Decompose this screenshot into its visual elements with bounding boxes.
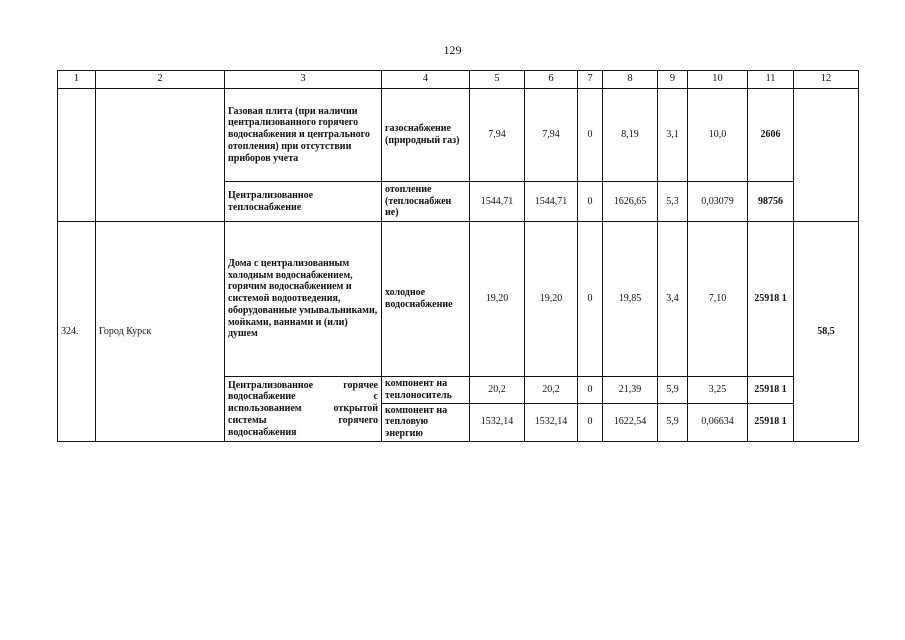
value-cell: 3,25 [688,377,748,404]
settlement-cell: Город Курск [96,222,225,442]
value-cell: 1532,14 [470,403,525,441]
header-cell: 10 [688,71,748,89]
header-cell: 2 [96,71,225,89]
value-cell: 8,19 [603,89,658,182]
header-cell: 1 [58,71,96,89]
value-cell: 58,5 [794,222,859,442]
header-cell: 7 [578,71,603,89]
value-cell: 0 [578,403,603,441]
value-cell: 20,2 [470,377,525,404]
value-cell: 25918 1 [748,377,794,404]
value-cell: 25918 1 [748,403,794,441]
utility-type-cell: отопление (теплоснабжен ие) [382,182,470,222]
utility-type-cell: газоснабжение (природный газ) [382,89,470,182]
value-cell: 1532,14 [525,403,578,441]
value-cell: 19,20 [470,222,525,377]
value-cell: 19,85 [603,222,658,377]
value-cell: 25918 1 [748,222,794,377]
table-row [58,222,859,377]
consumer-category-cell: Дома с централизованным холодным водоснабжением, горячим водоснабжением и системой водоотведения, оборудованные умывальниками, мойками, ваннами и (или) душем [225,222,382,377]
consumer-category-cell: Централизованное теплоснабжение [225,182,382,222]
value-cell: 2606 [748,89,794,182]
value-cell: 20,2 [525,377,578,404]
value-cell: 0,03079 [688,182,748,222]
table-row [58,89,859,182]
value-cell: 0 [578,222,603,377]
value-cell: 7,94 [525,89,578,182]
value-cell: 0 [578,182,603,222]
empty-cell [58,89,96,222]
page-number: 129 [443,43,462,57]
row-number-cell: 324. [58,222,96,442]
header-cell: 4 [382,71,470,89]
value-cell: 5,9 [658,403,688,441]
value-cell: 10,0 [688,89,748,182]
empty-cell [96,89,225,222]
value-cell: 3,1 [658,89,688,182]
header-cell: 9 [658,71,688,89]
header-cell: 12 [794,71,859,89]
value-cell: 5,3 [658,182,688,222]
value-cell: 7,10 [688,222,748,377]
header-row [58,71,859,89]
consumer-category-cell: Газовая плита (при наличии централизованного горячего водоснабжения и центрального отопления) при отсутствии приборов учета [225,89,382,182]
tariff-table [57,70,859,442]
empty-cell [794,89,859,222]
consumer-category-cell: Централизованное горячее водоснабжение с использованием открытой системы горячего водоснабжения [225,377,382,442]
value-cell: 1544,71 [470,182,525,222]
header-cell: 11 [748,71,794,89]
value-cell: 1544,71 [525,182,578,222]
utility-type-cell: компонент на теплоноситель [382,377,470,404]
value-cell: 3,4 [658,222,688,377]
header-cell: 5 [470,71,525,89]
header-cell: 6 [525,71,578,89]
header-cell: 3 [225,71,382,89]
value-cell: 0 [578,89,603,182]
value-cell: 7,94 [470,89,525,182]
value-cell: 98756 [748,182,794,222]
value-cell: 5,9 [658,377,688,404]
utility-type-cell: холодное водоснабжение [382,222,470,377]
value-cell: 0,06634 [688,403,748,441]
value-cell: 19,20 [525,222,578,377]
header-cell: 8 [603,71,658,89]
value-cell: 1626,65 [603,182,658,222]
value-cell: 1622,54 [603,403,658,441]
value-cell: 0 [578,377,603,404]
value-cell: 21,39 [603,377,658,404]
utility-type-cell: компонент на тепловую энергию [382,403,470,441]
